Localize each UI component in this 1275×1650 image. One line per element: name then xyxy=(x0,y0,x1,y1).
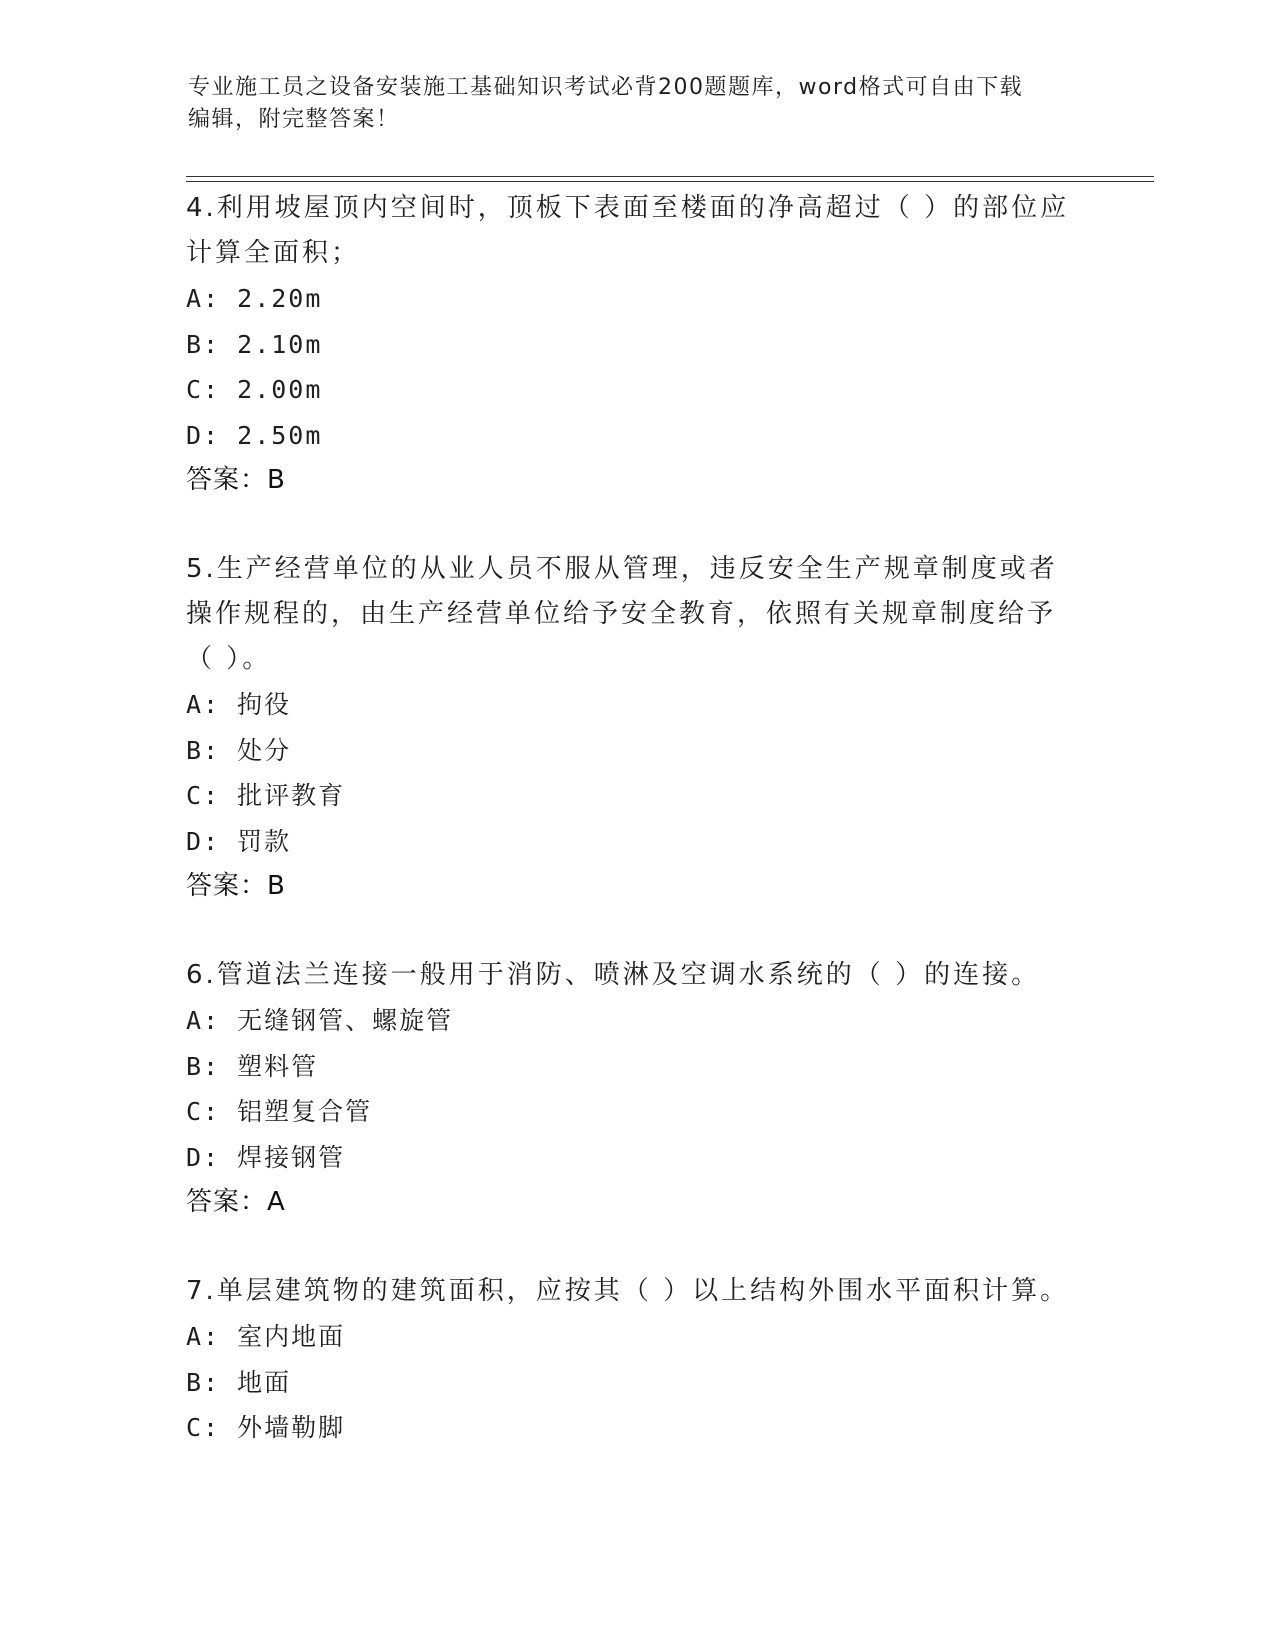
question-6-option-c: C: 铝塑复合管 xyxy=(186,1097,373,1126)
question-6-answer: 答案：A xyxy=(186,1187,286,1217)
question-4 xyxy=(186,186,1086,503)
question-7-option-b: B: 地面 xyxy=(186,1367,292,1397)
question-5-option-a: A: 拘役 xyxy=(186,690,292,719)
question-4-text-line-2: 计算全面积； xyxy=(186,238,361,268)
question-5-text-line-1: 5.生产经营单位的从业人员不服从管理，违反安全生产规章制度或者 xyxy=(186,554,1058,584)
question-4-option-d: D: 2.50m xyxy=(186,420,323,450)
question-7-option-a: A: 室内地面 xyxy=(186,1322,346,1351)
question-spacer xyxy=(186,503,1086,547)
question-6-option-b: B: 塑料管 xyxy=(186,1051,319,1081)
question-4-answer: 答案：B xyxy=(186,465,286,495)
question-5-text-line-2: 操作规程的，由生产经营单位给予安全教育，依照有关规章制度给予 xyxy=(186,599,1057,629)
document-header xyxy=(188,72,1088,136)
question-6 xyxy=(186,953,1086,1225)
question-spacer xyxy=(186,909,1086,953)
question-spacer xyxy=(186,1225,1086,1269)
question-5-option-d: D: 罚款 xyxy=(186,826,292,856)
question-4-option-b: B: 2.10m xyxy=(186,329,323,359)
header-divider xyxy=(186,176,1154,182)
question-7-text-line-1: 7.单层建筑物的建筑面积，应按其（ ）以上结构外围水平面积计算。 xyxy=(186,1276,1070,1306)
header-title-line-2: 编辑，附完整答案！ xyxy=(188,107,400,132)
question-5-text-line-3: （ ）。 xyxy=(186,644,272,674)
question-4-option-a: A: 2.20m xyxy=(186,284,323,313)
question-7 xyxy=(186,1269,1086,1451)
question-4-option-c: C: 2.00m xyxy=(186,375,323,404)
question-4-text-line-1: 4.利用坡屋顶内空间时，顶板下表面至楼面的净高超过（ ）的部位应 xyxy=(186,193,1070,223)
question-5 xyxy=(186,547,1086,909)
question-5-option-c: C: 批评教育 xyxy=(186,781,346,810)
header-title-line-1: 专业施工员之设备安装施工基础知识考试必背200题题库，word格式可自由下载 xyxy=(188,75,1024,100)
question-5-option-b: B: 处分 xyxy=(186,735,292,765)
question-7-option-c: C: 外墙勒脚 xyxy=(186,1413,346,1442)
question-5-answer: 答案：B xyxy=(186,871,286,901)
question-6-option-a: A: 无缝钢管、螺旋管 xyxy=(186,1006,454,1035)
question-6-text-line-1: 6.管道法兰连接一般用于消防、喷淋及空调水系统的（ ）的连接。 xyxy=(186,960,1041,990)
question-6-option-d: D: 焊接钢管 xyxy=(186,1142,346,1172)
question-list xyxy=(186,186,1086,1451)
